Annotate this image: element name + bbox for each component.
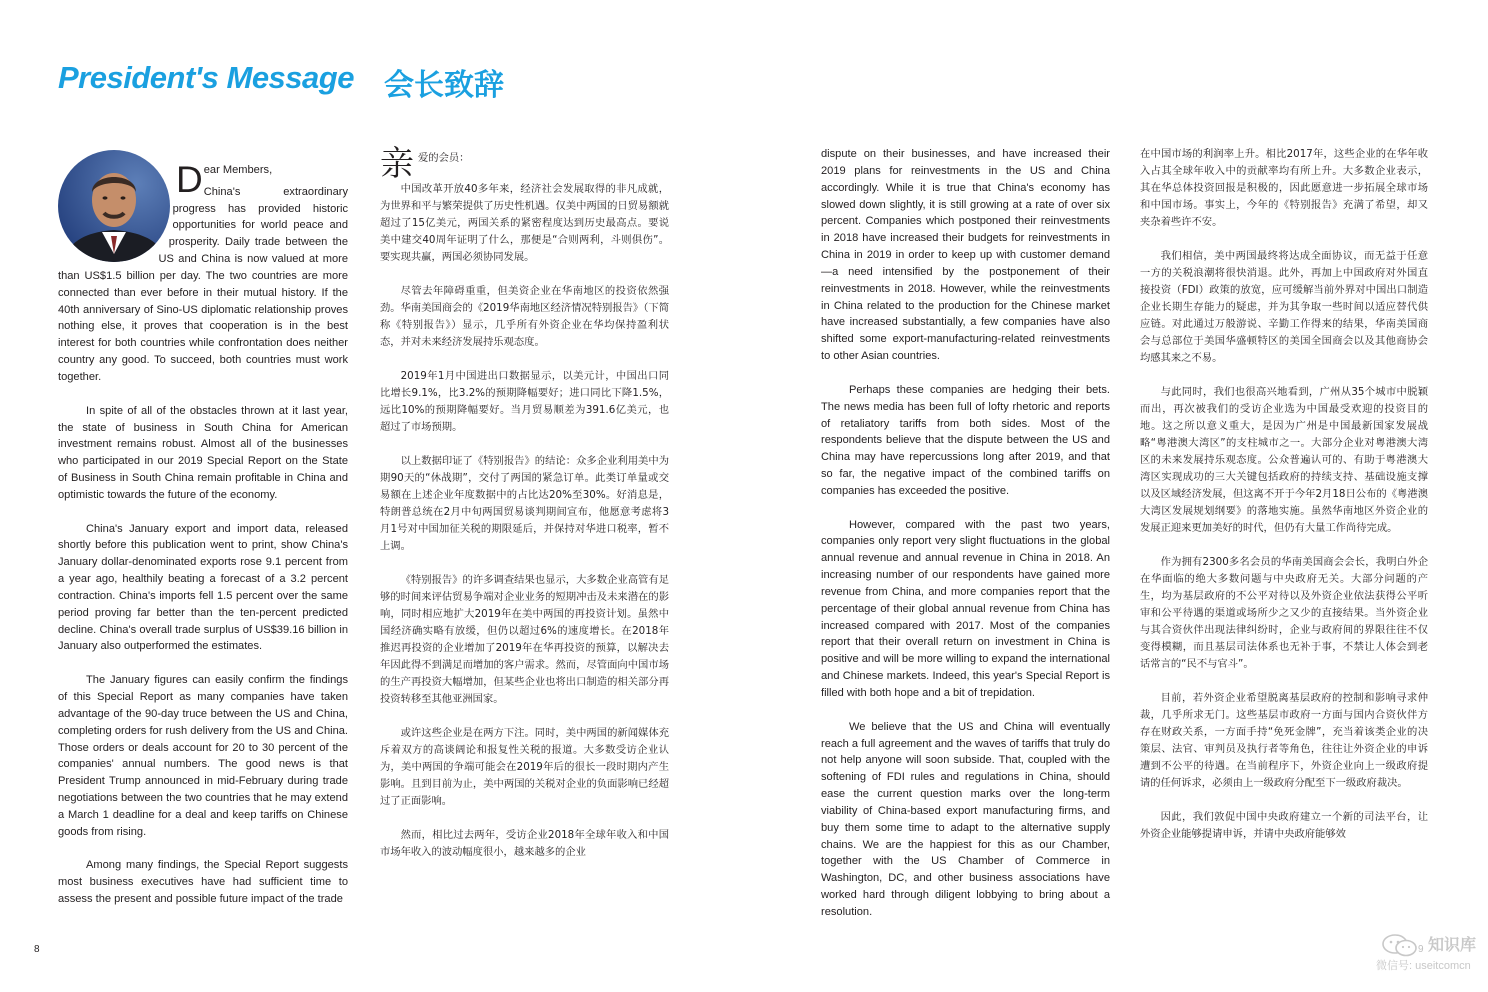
paragraph-zh: 我们相信，美中两国最终将达成全面协议，而无益于任意一方的关税浪潮将很快消退。此外，再加上中国政府对外国直接投资（FDI）政策的放宽，应可缓解当前外界对中国出口制造企业长期生存能力的疑虑，并为其争取一些时间以适应替代供应链。对此通过万般游说、辛勤工作得来的结果，华南美国商会与总部位于美国华盛顿特区的美国全国商会以及其他商协会均感其来之不易。 — [1140, 250, 1428, 364]
page-title-chinese: 会长致辞 — [384, 68, 504, 103]
paragraph-zh: 在中国市场的利润率上升。相比2017年，这些企业的在华年收入占其全球年收入中的贡献率均有所上升。大多数企业表示，其在华总体投资回报是积极的，因此愿意进一步拓展全球市场和中国市场。事实上，今年的《特别报告》充满了希望，却又夹杂着些许不安。 — [1140, 148, 1428, 228]
watermark — [1372, 930, 1484, 976]
page-number-right: 9 — [1418, 944, 1424, 955]
paragraph: We believe that the US and China will eventually reach a full agreement and the waves of tariffs that truly do not help anyone will soon subside. That, coupled with the softening of FDI rules and regulations in China, should ease the current question marks over the long-term viability of China-based export manufacturing firms, and buy them some time to adapt to the alternative supply chains. We are the happiest for this as our Chamber, together with the US Chamber of Commerce in Washington, DC, and other business associations have worked hard through diligent lobbying to bring about a resolution. — [821, 720, 1110, 918]
paragraph: Among many findings, the Special Report suggests most business executives have had sufficient time to assess the present and possible future impact of the trade — [58, 859, 348, 906]
paragraph-zh: 因此，我们敦促中国中央政府建立一个新的司法平台，让外资企业能够提请申诉，并请中央政府能够效 — [1140, 811, 1428, 840]
drop-cap: D — [176, 159, 203, 200]
paragraph-zh: 目前，若外资企业希望脱离基层政府的控制和影响寻求仲裁，几乎所求无门。这些基层市政府一方面与国内合资伙伴方存在财政关系，一方面手持“免死金牌”，充当着该类企业的决策层、法官、审判员及执行者等角色，往往让外资企业的申诉遭到不公平的待遇。在当前程序下，外资企业向上一级政府提请的任何诉求，必须由上一级政府分配至下一级政府裁决。 — [1140, 692, 1428, 789]
paragraph: However, compared with the past two years, companies only report very slight fluctuations in the global annual revenue and annual revenue in China in 2018. An increasing number of our respondents have gained more revenue from China, and more companies report that the percentage of their global annual revenue from China has increased compared with 2017. Most of the companies report that their overall return on investment in China is positive and will be more willing to expand the international and Chinese markets. Indeed, this year's Special Report is filled with both hope and a bit of trepidation. — [821, 518, 1110, 699]
left-chinese-column — [380, 144, 669, 861]
paragraph: China's January export and import data, released shortly before this publication went to print, show China's January dollar-denominated exports rose 9.1 percent from a year ago, healthily beating a forecast of a 3.2 percent contraction. China's imports fell 1.5 percent over the same period proving far better than the ten-percent predicted decline. China's overall trade surplus of US$39.16 billion in January also outperformed the estimates. — [58, 522, 348, 653]
paragraph-zh: 中国改革开放40多年来，经济社会发展取得的非凡成就，为世界和平与繁荣提供了历史性机遇。仅美中两国的日贸易额就超过了15亿美元，两国关系的紧密程度达到历史最高点。要说美中建交40周年证明了什么，那便是“合则两利，斗则俱伤”。要实现共赢，两国必须协同发展。 — [380, 183, 669, 263]
page-title-english: President's Message — [58, 60, 354, 95]
paragraph: Perhaps these companies are hedging their bets. The news media has been full of lofty rhetoric and reports of retaliatory tariffs from both sides. Most of the respondents believe that the dispute between the US and China may have repercussions long after 2019, and that so far, the negative impact of the combined tariffs on companies has exceeded the positive. — [821, 383, 1110, 497]
paragraph-zh: 《特别报告》的许多调查结果也显示，大多数企业高管有足够的时间来评估贸易争端对企业业务的短期冲击及未来潜在的影响，同时相应地扩大2019年在美中两国的再投资计划。虽然中国经济确实略有放缓，但仍以超过6%的速度增长。在2018年推迟再投资的企业增加了2019年在华再投资的预算，以解决去年因此得不到满足而增加的客户需求。然而，尽管面向中国市场的生产再投资大幅增加，但某些企业也将出口制造的相关部分再投资转移至其他亚洲国家。 — [380, 574, 669, 705]
greeting-zh-text: 爱的会员： — [418, 152, 470, 164]
paragraph: The January figures can easily confirm the findings of this Special Report as many companies have taken advantage of the 90-day truce between the US and China, completing orders for rush delivery from the US and China. Those orders or deals account for 20 to 30 percent of the companies' annual numbers. The good news is that President Trump announced in mid-February during trade negotiations between the two countries that he may extend a March 1 deadline for a deal and keep tariffs on Chinese goods from rising. — [58, 674, 348, 838]
paragraph-zh: 以上数据印证了《特别报告》的结论：众多企业利用美中为期90天的“休战期”，交付了两国的紧急订单。此类订单量或交易额在上述企业年度数据中的占比达20%至30%。好消息是，特朗普总统在2月中旬两国贸易谈判期间宣布，他愿意考虑将3月1号对中国加征关税的期限延后，并保持对华进口税率，暂不上调。 — [380, 455, 669, 552]
drop-cap-zh: 亲 — [380, 144, 414, 184]
paragraph-zh: 或许这些企业是在两方下注。同时，美中两国的新闻媒体充斥着双方的高谈阔论和报复性关税的报道。大多数受访企业认为，美中两国的争端可能会在2019年后的很长一段时期内产生影响。且到目前为止，美中两国的关税对企业的负面影响已经超过了正面影响。 — [380, 727, 669, 807]
watermark-account: 微信号: useitcomcn — [1376, 960, 1471, 972]
portrait-photo — [58, 150, 170, 262]
paragraph-zh: 2019年1月中国进出口数据显示，以美元计，中国出口同比增长9.1%，比3.2%的预期降幅要好；进口同比下降1.5%，远比10%的预期降幅要好。当月贸易顺差为391.6亿美元，也超过了市场预期。 — [380, 370, 669, 433]
page-number-left: 8 — [34, 944, 40, 955]
paragraph: dispute on their businesses, and have increased their 2019 plans for reinvestments in the US and China accordingly. While it is true that China's economy has slowed down slightly, it is still growing at a rate of over six percent. Companies which postponed their reinvestments in 2018 have increased their budgets for reinvestments in China in 2019 in order to keep up with customer demand—a need intensified by the postponement of their reinvestments in 2018. However, while the reinvestments in China related to the production for the Chinese market have increased substantially, a few companies have also shifted some export-manufacturing-related reinvestments to other Asian countries. — [821, 148, 1110, 363]
paragraph-zh: 作为拥有2300多名会员的华南美国商会会长，我明白外企在华面临的绝大多数问题与中央政府无关。大部分问题的产生，均为基层政府的不公平对待以及外资企业依法获得公平听审和公平待遇的渠道或场所少之又少的直接结果。当外资企业与其合资伙伴出现法律纠纷时，企业与政府间的界限往往不仅变得模糊，而且基层司法体系也无补于事，不禁让人体会到老话常言的“民不与官斗”。 — [1140, 556, 1428, 670]
greeting-text: ear Members, — [203, 164, 273, 176]
paragraph-zh: 与此同时，我们也很高兴地看到，广州从35个城市中脱颖而出，再次被我们的受访企业选为中国最受欢迎的投资目的地。这之所以意义重大，是因为广州是中国最新国家发展战略“粤港澳大湾区”的支柱城市之一。大部分企业对粤港澳大湾区的未来发展持乐观态度。公众普遍认可的、有助于粤港澳大湾区实现成功的三大关键包括政府的持续支持、基础设施支撑以及区域经济发展，但这离不开于今年2月18日公布的《粤港澳大湾区发展规划纲要》的落地实施。虽然华南地区外资企业的发展正迎来更加美好的时代，但仍有大量工作尚待完成。 — [1140, 386, 1428, 534]
left-english-column — [58, 159, 348, 908]
paragraph-zh: 然而，相比过去两年，受访企业2018年全球年收入和中国市场年收入的波动幅度很小，越来越多的企业 — [380, 829, 669, 858]
right-english-column — [821, 146, 1110, 921]
greeting-zh — [380, 144, 669, 184]
watermark-brand: 知识库 — [1428, 935, 1477, 954]
paragraph: China's extraordinary progress has provided historic opportunities for world peace and prosperity. Daily trade between the US and China is now valued at more than US$1.5 billion per day. The two countries are more connected than ever before in their mutual history. If the 40th anniversary of Sino-US diplomatic relationship proves nothing else, it proves that cooperation is in the best interest for both countries while confrontation does neither country any good. To succeed, both countries must work together. — [58, 185, 348, 383]
paragraph: In spite of all of the obstacles thrown at it last year, the state of business in South China for American investment remains robust. Almost all of the businesses who participated in our 2019 Special Report on the State of Business in South China remain profitable in China and optimistic towards the future of the economy. — [58, 404, 348, 501]
paragraph-zh: 尽管去年障碍重重，但美资企业在华南地区的投资依然强劲。华南美国商会的《2019华南地区经济情况特别报告》（下简称《特别报告》）显示，几乎所有外资企业在华均保持盈利状态，并对未来经济发展持乐观态度。 — [380, 285, 669, 348]
right-chinese-column — [1140, 146, 1428, 843]
